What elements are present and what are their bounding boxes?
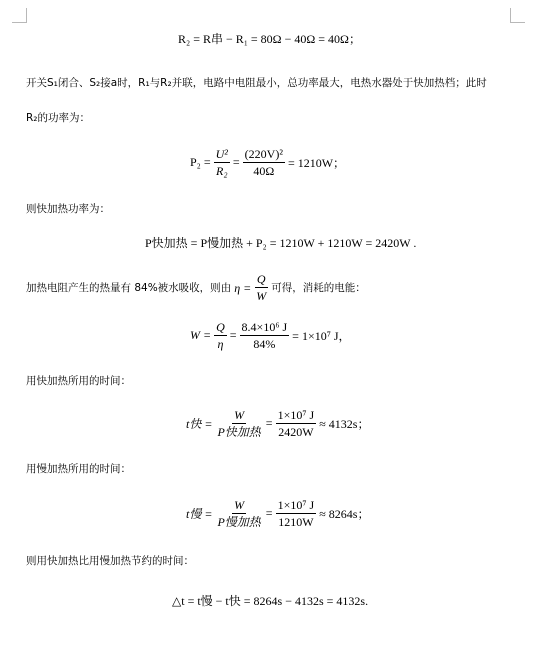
equation-p2-power: P₂ = $\frac{\text{U²}}{\text{R₂}}$ = $\frac{\text{(220V)²}}{40\Omega}$ = 1210W； <box>190 147 346 178</box>
paragraph-time-saved-intro <box>26 550 516 572</box>
paragraph-line: 用慢加热所用的时间： <box>26 463 131 475</box>
fraction-numerator: (220V)² <box>244 147 283 161</box>
paragraph-line: 则用快加热比用慢加热节约的时间： <box>26 555 194 567</box>
equation-text: △t = t慢 − t快 = 8264s − 4132s = 4132s. <box>172 594 369 608</box>
paragraph-line: 开关S₁闭合、S₂接a时，R₁与R₂并联，电路中电阻最小，总功率最大，电热水器处于快加热档；此时 <box>26 77 487 89</box>
equation-fast-time: t快 = $\frac{W}{\text{P快加热}}$ = $\frac{\text{1×10⁷ J}}{2420W}$ ≈ 4132s； <box>186 408 370 439</box>
fraction-denominator: P快加热 <box>217 425 261 439</box>
fraction-denominator: 40Ω <box>253 164 275 178</box>
fraction <box>214 147 230 178</box>
fraction-denominator: 2420W <box>278 425 314 439</box>
paragraph-text: 可得，消耗的电能： <box>271 281 366 294</box>
page-corner-mark-right <box>510 8 525 23</box>
equation-slow-time: t慢 = $\frac{W}{\text{P慢加热}}$ = $\frac{\text{1×10⁷ J}}{1210W}$ ≈ 8264s； <box>186 498 370 529</box>
paragraph-circuit-state <box>26 72 516 129</box>
fraction-numerator: U² <box>215 147 228 161</box>
fraction <box>215 498 262 529</box>
fraction-denominator: 84% <box>253 337 276 351</box>
paragraph-heat-absorption <box>26 272 516 303</box>
equation-fast-power <box>145 234 416 251</box>
paragraph-text: 加热电阻产生的热量有 84%被水吸收，则由 <box>26 281 232 294</box>
equation-energy: W = $\frac{Q}{\eta}$ = $\frac{\text{8.4×10⁶ J}}{84\%}$ = 1×10⁷ J， <box>190 320 351 351</box>
fraction-numerator: W <box>234 408 245 422</box>
equation-text: R₂ = R串 − R₁ = 80Ω − 40Ω = 40Ω； <box>178 32 361 46</box>
equation-result: = 1×10⁷ J， <box>292 329 351 343</box>
equation-text: P快加热 = P慢加热 + P₂ = 1210W + 1210W = 2420W . <box>145 236 417 250</box>
fraction <box>276 498 317 529</box>
equation-lhs: W = <box>190 328 212 342</box>
equation-r2-resistance <box>178 30 361 47</box>
fraction <box>215 408 262 439</box>
page-corner-mark-left <box>12 8 27 23</box>
fraction-denominator: R₂ <box>216 164 228 178</box>
fraction-numerator: Q <box>256 272 266 286</box>
fraction <box>276 408 317 439</box>
eta-symbol: η = <box>234 280 252 295</box>
fraction-numerator: Q <box>216 320 225 334</box>
paragraph-line: 用快加热所用的时间： <box>26 375 131 387</box>
fraction <box>240 320 290 351</box>
fraction-numerator: 1×10⁷ J <box>277 498 315 512</box>
fraction-denominator: η <box>217 337 224 351</box>
fraction-numerator: 8.4×10⁶ J <box>241 320 288 334</box>
fraction <box>254 272 268 303</box>
paragraph-line: R₂的功率为： <box>26 112 91 124</box>
equation-time-saved <box>172 592 368 609</box>
fraction <box>214 320 227 351</box>
fraction-numerator: 1×10⁷ J <box>277 408 315 422</box>
equation-lhs: t慢 = <box>186 507 213 521</box>
equation-result: ≈ 4132s； <box>319 417 370 431</box>
fraction-denominator: W <box>256 289 267 303</box>
equation-result: = 1210W； <box>287 156 346 170</box>
equation-result: ≈ 8264s； <box>319 507 370 521</box>
paragraph-fast-power-intro <box>26 198 516 220</box>
equation-lhs: t快 = <box>186 417 213 431</box>
fraction-denominator: 1210W <box>278 515 314 529</box>
fraction-numerator: W <box>234 498 245 512</box>
paragraph-slow-time-intro <box>26 458 516 480</box>
paragraph-fast-time-intro <box>26 370 516 392</box>
fraction <box>243 147 285 178</box>
paragraph-line: 则快加热功率为： <box>26 203 110 215</box>
fraction-denominator: P慢加热 <box>217 515 261 529</box>
equation-lhs: P₂ = <box>190 155 211 169</box>
